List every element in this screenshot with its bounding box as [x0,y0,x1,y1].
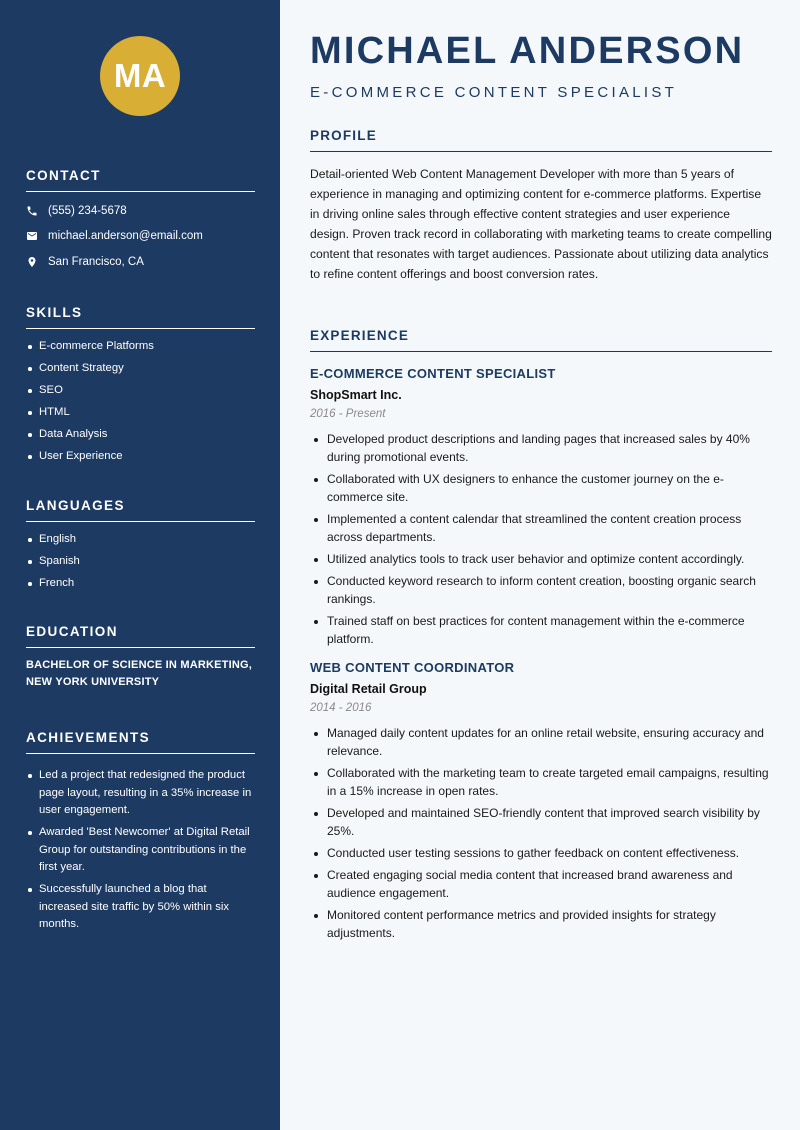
company-name: ShopSmart Inc. [310,388,402,402]
list-item: Collaborated with UX designers to enhance the customer journey on the e-commerce site. [310,470,772,506]
location-text: San Francisco, CA [48,255,144,268]
skills-section [26,305,255,470]
education-heading: EDUCATION [26,624,255,648]
list-item: HTML [26,404,255,422]
achievements-section [26,730,255,938]
page-title: MICHAEL ANDERSON [310,30,745,72]
list-item: Implemented a content calendar that streamlined the content creation process across departments. [310,510,772,546]
list-item: User Experience [26,448,255,466]
languages-heading: LANGUAGES [26,498,255,522]
company-name: Digital Retail Group [310,682,427,696]
list-item: Conducted keyword research to inform content creation, boosting organic search rankings. [310,572,772,608]
list-item: Developed product descriptions and landing pages that increased sales by 40% during promotional events. [310,430,772,466]
job-entry [310,660,772,942]
job-dates: 2014 - 2016 [310,702,372,714]
list-item: French [26,575,255,593]
skills-heading: SKILLS [26,305,255,329]
contact-heading: CONTACT [26,168,255,192]
list-item: Spanish [26,553,255,571]
languages-section [26,498,255,597]
list-item: Content Strategy [26,360,255,378]
list-item: Led a project that redesigned the product page layout, resulting in a 35% increase in user engagement. [26,767,255,820]
profile-heading: PROFILE [310,128,772,152]
profile-text: Detail-oriented Web Content Management Developer with more than 5 years of experience in managing and optimizing content for e-commerce platforms. Expertise in driving online sales through effective content strategies and user experience design. Proven track record in collaborating with marketing teams to create compelling content that resonates with target audiences. Passionate about utilizing data analytics to refine content offerings and boost conversion rates. [310,167,772,282]
job-title: E-COMMERCE CONTENT SPECIALIST [310,366,556,381]
list-item: English [26,531,255,549]
list-item: E-commerce Platforms [26,338,255,356]
contact-section [26,168,255,275]
experience-section [310,328,772,946]
phone-icon [26,205,38,217]
contact-email [26,224,255,250]
list-item: Collaborated with the marketing team to create targeted email campaigns, resulting in a 15% increase in open rates. [310,764,772,800]
experience-heading: EXPERIENCE [310,328,772,352]
job-headline: E-COMMERCE CONTENT SPECIALIST [310,84,678,101]
contact-phone [26,198,255,224]
list-item: SEO [26,382,255,400]
avatar: MA [100,36,180,116]
list-item: Data Analysis [26,426,255,444]
job-entry [310,366,772,648]
list-item: Trained staff on best practices for content management within the e-commerce platform. [310,612,772,648]
list-item: Monitored content performance metrics and provided insights for strategy adjustments. [310,906,772,942]
phone-text: (555) 234-5678 [48,204,127,217]
location-pin-icon [26,256,38,268]
job-dates: 2016 - Present [310,408,386,420]
mail-icon [26,230,38,242]
email-text[interactable]: michael.anderson@email.com [48,230,203,243]
profile-section [310,128,772,285]
sidebar [0,0,280,1130]
list-item: Created engaging social media content that increased brand awareness and audience engagement. [310,866,772,902]
education-degree: BACHELOR OF SCIENCE IN MARKETING, NEW YORK UNIVERSITY [26,659,252,688]
list-item: Utilized analytics tools to track user behavior and optimize content accordingly. [310,550,772,568]
contact-location [26,249,255,275]
list-item: Developed and maintained SEO-friendly content that improved search visibility by 25%. [310,804,772,840]
list-item: Awarded 'Best Newcomer' at Digital Retail Group for outstanding contributions in the first year. [26,824,255,877]
list-item: Conducted user testing sessions to gather feedback on content effectiveness. [310,844,772,862]
list-item: Successfully launched a blog that increased site traffic by 50% within six months. [26,881,255,934]
list-item: Managed daily content updates for an online retail website, ensuring accuracy and relevance. [310,724,772,760]
job-title: WEB CONTENT COORDINATOR [310,660,515,675]
achievements-heading: ACHIEVEMENTS [26,730,255,754]
education-section [26,624,255,691]
